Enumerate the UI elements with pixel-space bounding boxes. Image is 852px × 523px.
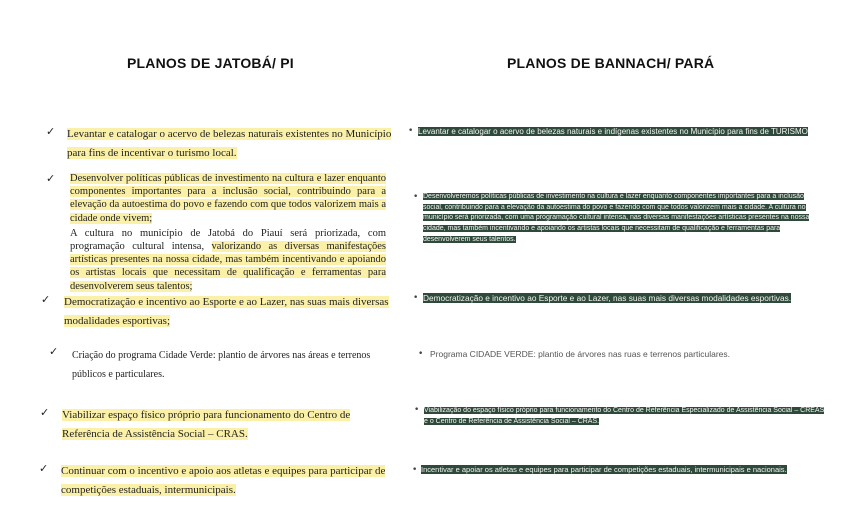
right-item-1 xyxy=(418,125,848,138)
right-item-6 xyxy=(421,464,801,475)
right-item-2-text: Desenvolveremos políticas públicas de investimento na cultura e lazer enquanto componentes importantes para a inclusão social, contribuindo para a elevação da autoestima do povo e fazendo com que todos valorizem mais a cidade. A cultura no município será priorizada, com uma programação cultural intensa, nas diversas manifestações artísticas presentes na nossa cidade, mas também incentivando e apoiando os artistas locais que necessitam de qualificação e ferramentas para desenvolverem seus talentos. xyxy=(423,193,810,243)
right-item-3-text: Democratização e incentivo ao Esporte e ao Lazer, nas suas mais diversas modalidades esportivas. xyxy=(423,293,792,303)
bullet-icon: • xyxy=(414,405,420,415)
left-item-2-sub-plain: A cultura no município de Jatobá do Piauí será priorizada, com programação cultural intensa, xyxy=(70,227,386,253)
heading-jatoba: PLANOS DE JATOBÁ/ PI xyxy=(127,55,294,71)
right-item-3 xyxy=(423,292,833,305)
check-icon: ✓ xyxy=(39,462,49,475)
left-item-5 xyxy=(62,406,398,444)
left-item-2 xyxy=(70,172,386,293)
right-item-4-text: Programa CIDADE VERDE: plantio de árvores nas ruas e terrenos particulares. xyxy=(430,349,730,359)
bullet-icon: • xyxy=(408,126,414,136)
left-item-2-sub-highlight: valorizando as diversas manifestações artísticas presentes na nossa cidade, mas também incentivando e apoiando os artistas locais que necessitam de qualificação e ferramentas para desenvolverem seus talentos; xyxy=(70,241,386,292)
bullet-icon: • xyxy=(413,192,419,202)
left-item-2-sub xyxy=(70,227,386,293)
left-item-3-text: Democratização e incentivo ao Esporte e ao Lazer, nas suas mais diversas modalidades esportivas; xyxy=(64,296,389,327)
left-item-4-text: Criação do programa Cidade Verde: plantio de árvores nas áreas e terrenos públicos e particulares. xyxy=(72,350,371,380)
left-item-1-text: Levantar e catalogar o acervo de belezas naturais existentes no Município para fins de incentivar o turismo local. xyxy=(67,128,392,159)
left-item-6-text: Continuar com o incentivo e apoio aos atletas e equipes para participar de competições estaduais, intermunicipais. xyxy=(61,465,386,496)
right-item-5 xyxy=(424,405,829,427)
left-item-3 xyxy=(64,293,404,331)
right-item-5-text: Viabilização do espaço físico próprio para funcionamento do Centro de Referência Especializado de Assistência Social – CREAS e o Centro de Referência de Assistência Social – CRAS. xyxy=(424,407,825,425)
right-item-6-text: Incentivar e apoiar os atletas e equipes para participar de competições estaduais, intermunicipais e nacionais. xyxy=(421,465,787,474)
check-icon: ✓ xyxy=(41,293,51,306)
left-item-4 xyxy=(72,346,392,384)
right-item-1-text: Levantar e catalogar o acervo de belezas naturais e indígenas existentes no Município para fins de TURISMO xyxy=(418,127,808,136)
right-item-2 xyxy=(423,192,823,246)
bullet-icon: • xyxy=(412,465,418,475)
check-icon: ✓ xyxy=(40,406,50,419)
bullet-icon: • xyxy=(418,349,424,359)
left-item-1 xyxy=(67,125,402,163)
check-icon: ✓ xyxy=(46,125,56,138)
bullet-icon: • xyxy=(413,293,419,303)
left-item-2-text: Desenvolver políticas públicas de investimento na cultura e lazer enquanto componentes importantes para a inclusão social, contribuindo para a elevação da autoestima do povo e fazendo com que todos valorizem mais a cidade onde vivem; xyxy=(70,173,386,224)
left-item-5-text: Viabilizar espaço físico próprio para funcionamento do Centro de Referência de Assistência Social – CRAS. xyxy=(62,409,351,440)
right-item-4 xyxy=(430,348,830,361)
check-icon: ✓ xyxy=(46,172,56,185)
left-item-6 xyxy=(61,462,401,500)
heading-bannach: PLANOS DE BANNACH/ PARÁ xyxy=(507,55,715,71)
check-icon: ✓ xyxy=(49,345,59,358)
